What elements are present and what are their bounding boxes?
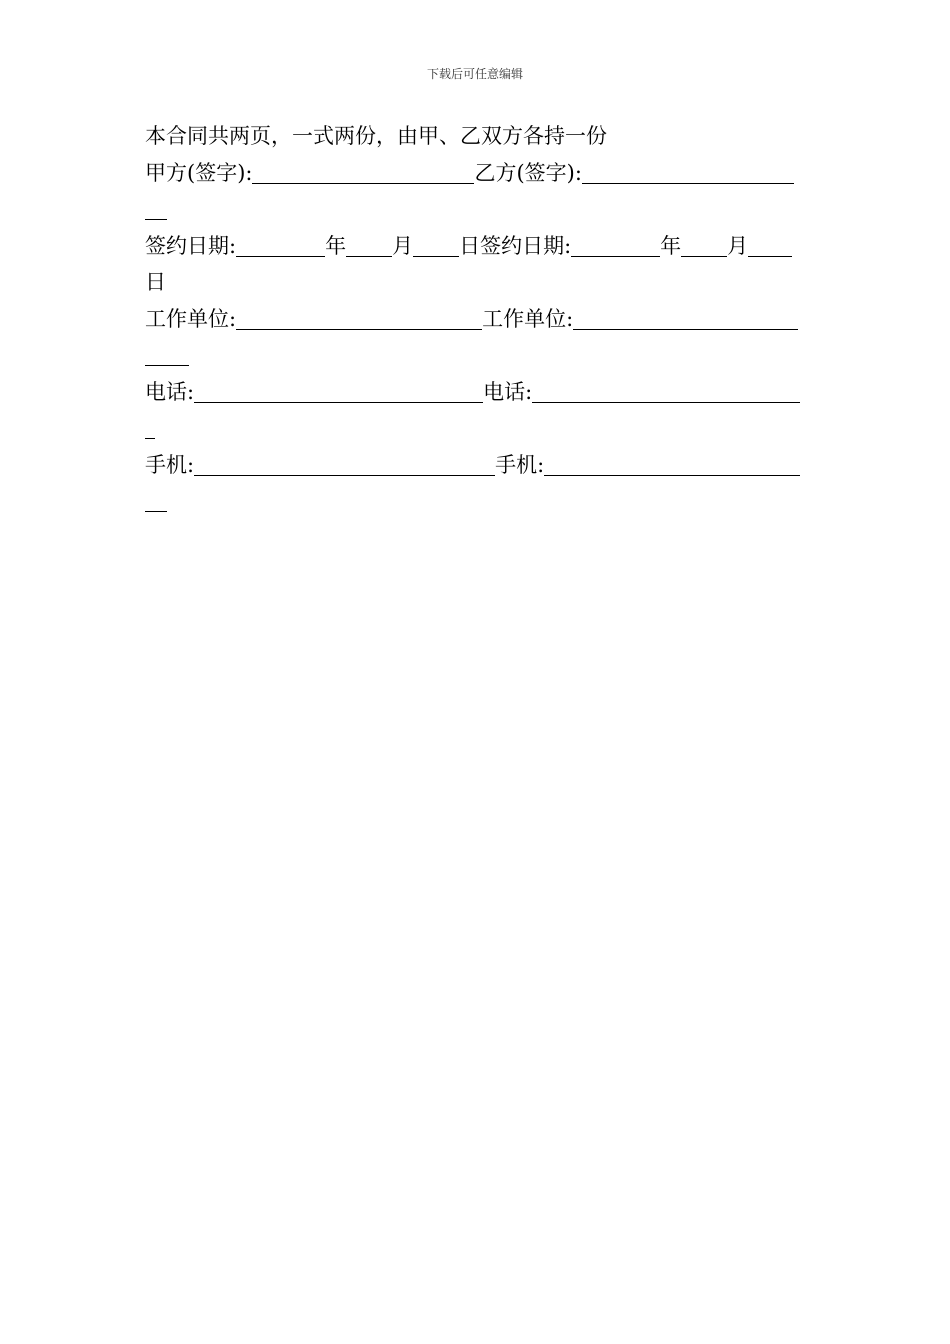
party-b-phone-blank[interactable] <box>532 380 800 403</box>
signature-line <box>145 155 807 192</box>
intro-text: 本合同共两页，一式两份，由甲、乙双方各持一份 <box>145 124 607 148</box>
party-b-sign-label: 乙方(签字): <box>474 160 582 185</box>
page-header: 下载后可任意编辑 <box>426 67 523 81</box>
party-b-mobile-blank-continued <box>145 491 167 512</box>
party-b-mobile-label: 手机: <box>495 452 545 477</box>
mobile-line <box>145 447 807 484</box>
party-b-year-blank[interactable] <box>571 234 660 257</box>
mobile-line-continued <box>145 483 807 520</box>
party-b-work-unit-blank[interactable] <box>573 307 798 330</box>
party-a-mobile-label: 手机: <box>145 452 195 477</box>
party-b-month-label: 月 <box>727 233 749 258</box>
party-a-sign-blank[interactable] <box>252 161 474 184</box>
work-unit-line-continued <box>145 337 807 374</box>
party-b-sign-blank-continued <box>145 199 167 220</box>
party-b-day-label: 日 <box>145 270 166 294</box>
party-b-work-unit-blank-continued <box>145 345 189 366</box>
party-a-year-blank[interactable] <box>236 234 325 257</box>
intro-line <box>145 118 807 155</box>
phone-line-continued <box>145 410 807 447</box>
sign-date-line-continued <box>145 264 807 301</box>
party-b-sign-blank[interactable] <box>582 161 794 184</box>
party-b-sign-date-label: 签约日期: <box>480 233 572 258</box>
party-b-year-label: 年 <box>660 233 682 258</box>
party-b-phone-blank-continued <box>145 418 155 439</box>
party-b-month-blank[interactable] <box>681 234 727 257</box>
work-unit-line <box>145 301 807 338</box>
party-a-work-unit-blank[interactable] <box>236 307 482 330</box>
party-a-sign-date-label: 签约日期: <box>145 233 237 258</box>
party-b-day-blank[interactable] <box>748 234 792 257</box>
party-a-day-label: 日 <box>459 233 481 258</box>
party-a-sign-label: 甲方(签字): <box>145 160 253 185</box>
phone-line <box>145 374 807 411</box>
contract-signature-section <box>145 118 807 520</box>
party-a-phone-blank[interactable] <box>194 380 483 403</box>
party-b-work-unit-label: 工作单位: <box>482 306 574 331</box>
party-a-month-label: 月 <box>392 233 414 258</box>
party-a-day-blank[interactable] <box>413 234 459 257</box>
signature-line-continued <box>145 191 807 228</box>
party-a-month-blank[interactable] <box>346 234 392 257</box>
party-a-phone-label: 电话: <box>145 379 195 404</box>
party-a-mobile-blank[interactable] <box>194 453 495 476</box>
party-b-phone-label: 电话: <box>483 379 533 404</box>
party-a-year-label: 年 <box>325 233 347 258</box>
sign-date-line <box>145 228 807 265</box>
party-b-mobile-blank[interactable] <box>544 453 800 476</box>
party-a-work-unit-label: 工作单位: <box>145 306 237 331</box>
